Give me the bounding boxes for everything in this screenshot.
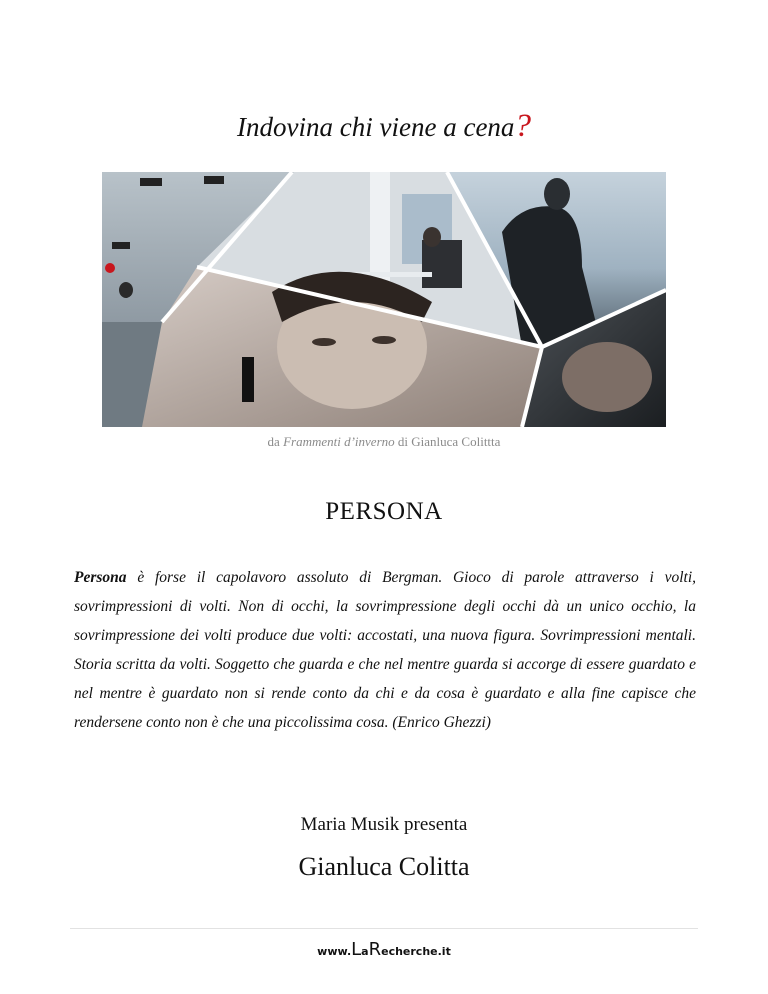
caption-prefix: da [267, 434, 280, 449]
footer-divider [70, 928, 698, 929]
artist-name: Gianluca Colitta [298, 852, 470, 881]
paragraph-text: è forse il capolavoro assoluto di Bergman. Gioco di parole attraverso i volti, sovrimpressioni di volti. Non di occhi, la sovrimpressione degli occhi dà un unico occhio, la sovrimpressione dei volti produce due volti: accostati, una nuova figura. Sovrimpressioni mentali. Storia scritta da volti. Soggetto che guarda e che nel mentre guarda si accorge di essere guardato e nel mentre è guardato non si rende conto da chi e da cosa è guardato e alla fine capisce che rendersene conto non è che una piccolissima cosa. (Enrico Ghezzi) [74, 569, 697, 731]
document-title [0, 108, 768, 145]
caption-suffix: di Gianluca Colittta [397, 434, 501, 449]
site-letter-l: L [351, 939, 362, 960]
presenter-line: Maria Musik presenta [300, 814, 468, 835]
image-caption [0, 434, 768, 450]
site-logo[interactable] [0, 939, 768, 960]
site-letter-r: R [368, 939, 382, 960]
collage-graphic [102, 172, 666, 427]
title-question-mark: ? [514, 108, 531, 144]
site-letter-a: a [361, 945, 369, 958]
site-prefix: www. [317, 945, 352, 958]
title-text: Indovina chi viene a cena [237, 112, 515, 142]
film-stills-collage [102, 172, 666, 427]
body-paragraph [74, 563, 696, 737]
section-heading: PERSONA [325, 498, 443, 525]
paragraph-lead: Persona [74, 569, 127, 586]
site-rest: echerche.it [381, 945, 451, 958]
caption-work-title: Frammenti d’inverno [283, 434, 395, 449]
